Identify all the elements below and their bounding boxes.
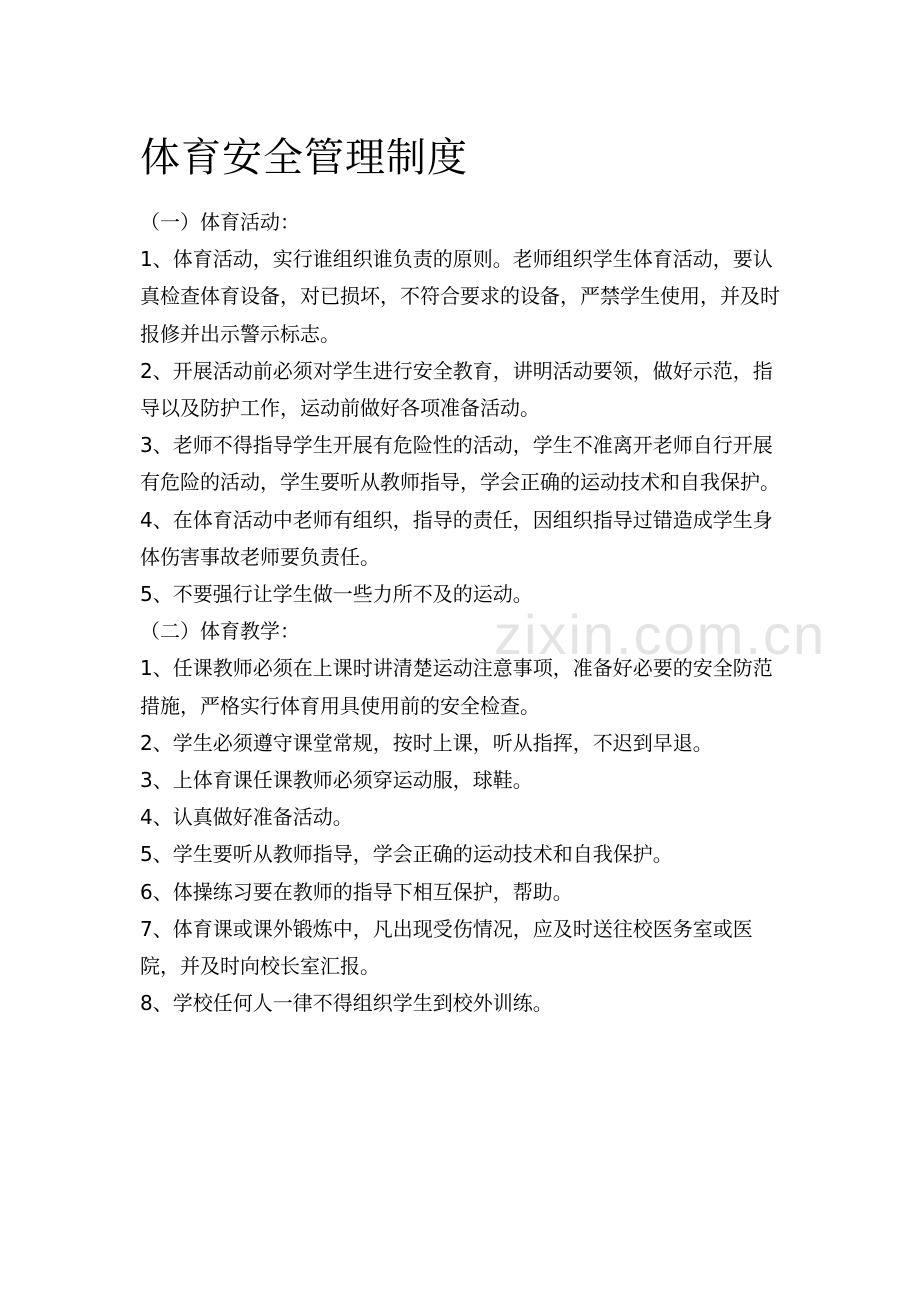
section-sports-activities	[140, 204, 790, 613]
list-item: 3、上体育课任课教师必须穿运动服，球鞋。	[140, 768, 533, 793]
list-item: 1、任课教师必须在上课时讲清楚运动注意事项，准备好必要的安全防范措施，严格实行体育用具使用前的安全检查。	[140, 656, 773, 718]
list-item: 2、开展活动前必须对学生进行安全教育，讲明活动要领，做好示范，指导以及防护工作，运动前做好各项准备活动。	[140, 358, 773, 421]
list-item: 3、老师不得指导学生开展有危险性的活动，学生不准离开老师自行开展有危险的活动，学生要听从教师指导，学会正确的运动技术和自我保护。	[140, 433, 780, 495]
list-item: 2、学生必须遵守课堂常规，按时上课，听从指挥，不迟到早退。	[140, 730, 713, 755]
list-item: 5、不要强行让学生做一些力所不及的运动。	[140, 582, 533, 607]
list-item: 4、认真做好准备活动。	[140, 805, 353, 830]
list-item: 6、体操练习要在教师的指导下相互保护，帮助。	[140, 879, 573, 904]
list-item: 1、体育活动，实行谁组织谁负责的原则。老师组织学生体育活动，要认真检查体育设备，对已损坏，不符合要求的设备，严禁学生使用，并及时报修并出示警示标志。	[140, 247, 780, 346]
watermark: zixin.com.cn	[494, 603, 827, 666]
document-title: 体育安全管理制度	[140, 135, 468, 181]
section-sports-teaching	[140, 613, 790, 1022]
section-heading: （一）体育活动：	[140, 210, 300, 234]
section-heading: （二）体育教学：	[140, 619, 300, 644]
list-item: 5、学生要听从教师指导，学会正确的运动技术和自我保护。	[140, 842, 673, 867]
list-item: 7、体育课或课外锻炼中，凡出现受伤情况，应及时送往校医务室或医院，并及时向校长室汇报。	[140, 916, 753, 979]
list-item: 8、学校任何人一律不得组织学生到校外训练。	[140, 991, 553, 1016]
document-body	[140, 204, 790, 1022]
list-item: 4、在体育活动中老师有组织，指导的责任，因组织指导过错造成学生身体伤害事故老师要负责任。	[140, 507, 773, 569]
